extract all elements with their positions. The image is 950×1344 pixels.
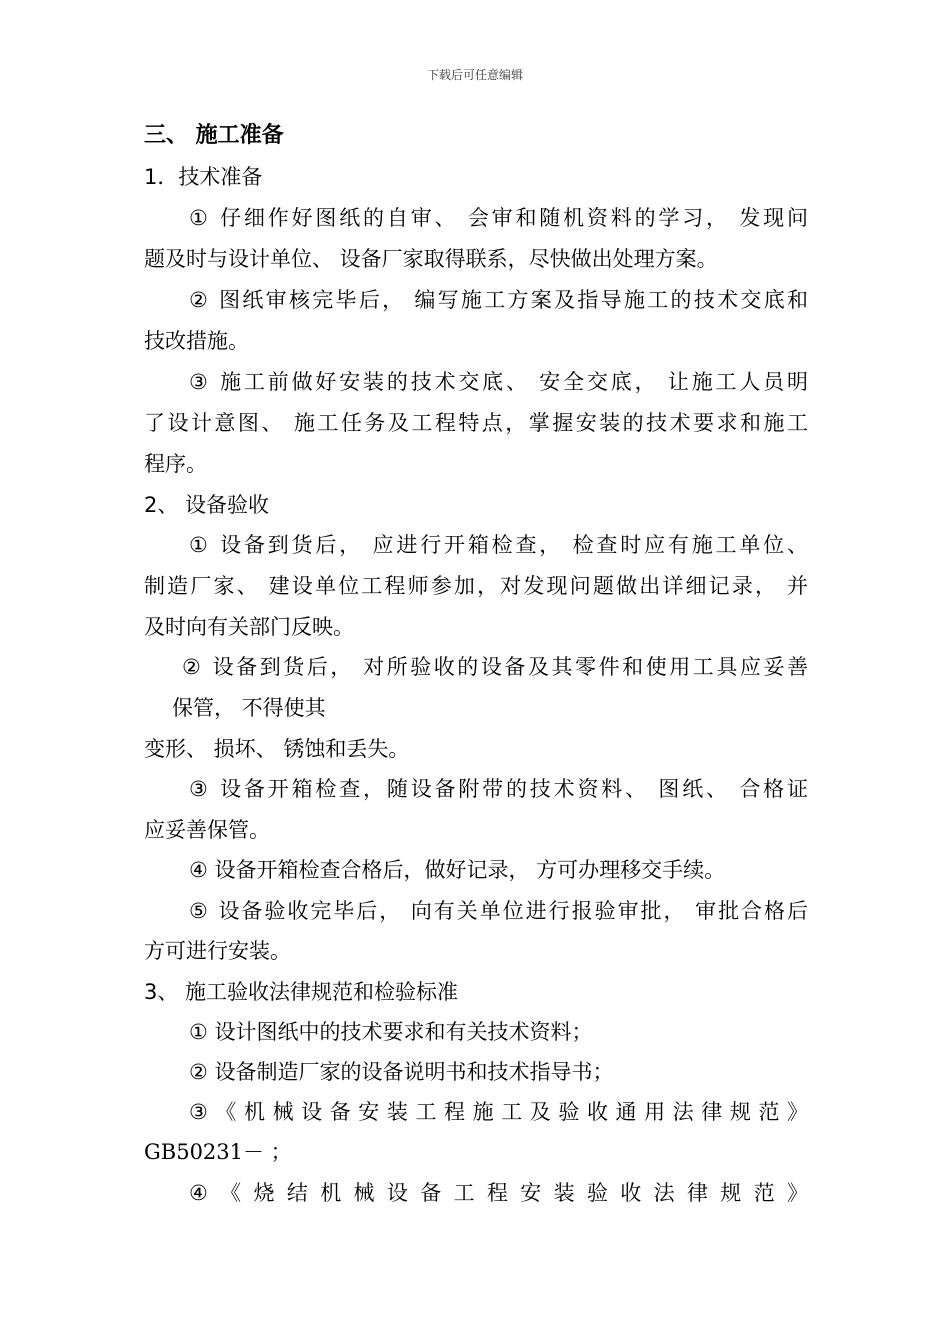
paragraph-line: ① 设备到货后， 应进行开箱检查， 检查时应有施工单位、 xyxy=(189,533,808,557)
paragraph-line: 保管， 不得使其 xyxy=(172,696,326,720)
paragraph-line: 题及时与设计单位、 设备厂家取得联系，尽快做出处理方案。 xyxy=(144,247,718,271)
paragraph-line: ③《机械设备安装工程施工及验收通用法律规范》 xyxy=(189,1100,808,1124)
paragraph-line: 了设计意图、 施工任务及工程特点，掌握安装的技术要求和施工 xyxy=(144,411,808,435)
paragraph-line: 应妥善保管。 xyxy=(144,818,270,842)
paragraph-line: GB50231－ ； xyxy=(144,1140,292,1164)
paragraph-line: ③ 设备开箱检查，随设备附带的技术资料、 图纸、 合格证 xyxy=(189,777,808,801)
paragraph-line: 及时向有关部门反映。 xyxy=(144,615,354,639)
subsection-title-standards: 3、 施工验收法律规范和检验标准 xyxy=(144,980,459,1004)
paragraph-line: 制造厂家、 建设单位工程师参加，对发现问题做出详细记录， 并 xyxy=(144,574,808,598)
paragraph-line: ② 设备制造厂家的设备说明书和技术指导书； xyxy=(189,1060,614,1084)
paragraph-line: 变形、 损坏、 锈蚀和丢失。 xyxy=(144,737,410,761)
paragraph-line: 技改措施。 xyxy=(144,329,249,353)
paragraph-line: ② 图纸审核完毕后， 编写施工方案及指导施工的技术交底和 xyxy=(189,288,808,312)
paragraph-line: 方可进行安装。 xyxy=(144,939,291,963)
page-header: 下载后可任意编辑 xyxy=(426,68,523,82)
paragraph-line: ④《烧结机械设备工程安装验收法律规范》 xyxy=(189,1181,808,1205)
paragraph-line: 程序。 xyxy=(144,452,207,476)
section-title: 三、 施工准备 xyxy=(144,123,284,148)
paragraph-line: ⑤ 设备验收完毕后， 向有关单位进行报验审批， 审批合格后 xyxy=(189,899,808,923)
subsection-title-equipment-acceptance: 2、 设备验收 xyxy=(144,493,270,517)
paragraph-line: ④ 设备开箱检查合格后，做好记录， 方可办理移交手续。 xyxy=(189,858,726,882)
paragraph-line: ① 设计图纸中的技术要求和有关技术资料； xyxy=(189,1020,593,1044)
paragraph-line: ③ 施工前做好安装的技术交底、 安全交底， 让施工人员明 xyxy=(189,370,808,394)
paragraph-line: ② 设备到货后， 对所验收的设备及其零件和使用工具应妥善 xyxy=(182,655,808,679)
paragraph-line: ① 仔细作好图纸的自审、 会审和随机资料的学习， 发现问 xyxy=(189,206,808,230)
subsection-title-tech-prep: 1．技术准备 xyxy=(144,165,263,189)
